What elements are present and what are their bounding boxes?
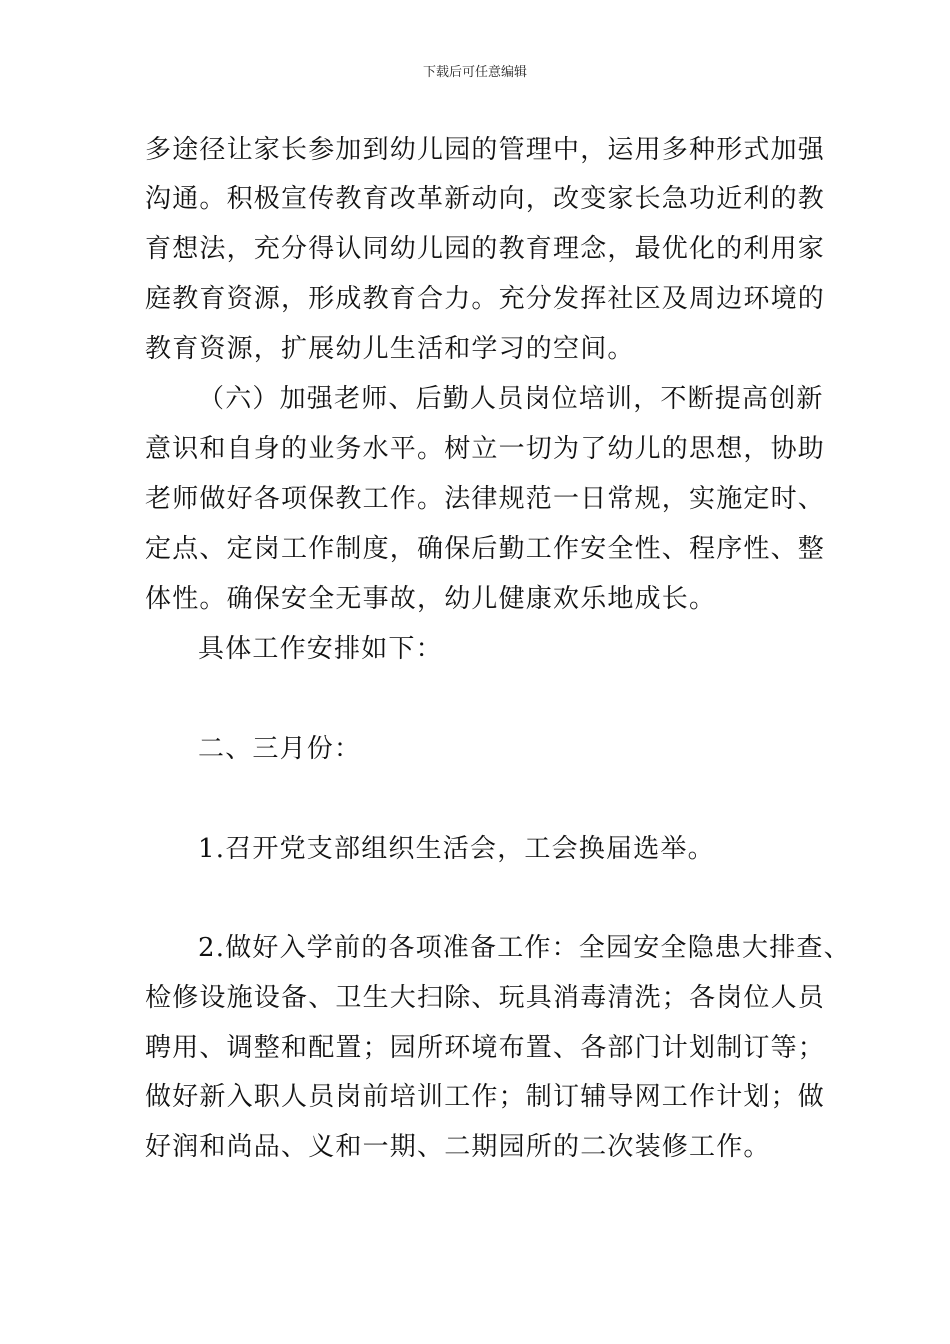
body-line: 育想法，充分得认同幼儿园的教育理念，最优化的利用家 [145, 234, 826, 264]
body-line: 教育资源，扩展幼儿生活和学习的空间。 [145, 334, 635, 364]
body-line: 聘用、调整和配置；园所环境布置、各部门计划制订等； [145, 1033, 826, 1063]
body-line: 做好新入职人员岗前培训工作；制订辅导网工作计划；做 [145, 1082, 826, 1112]
body-line: 具体工作安排如下： [198, 634, 443, 664]
page-header: 下载后可任意编辑 [422, 65, 527, 80]
list-item: 2.做好入学前的各项准备工作：全园安全隐患大排查、 [198, 933, 851, 963]
body-line: 意识和自身的业务水平。树立一切为了幼儿的思想，协助 [145, 434, 826, 464]
list-item: 1.召开党支部组织生活会，工会换届选举。 [198, 834, 715, 864]
body-line: 定点、定岗工作制度，确保后勤工作安全性、程序性、整 [145, 534, 826, 564]
body-line: 好润和尚品、义和一期、二期园所的二次装修工作。 [145, 1132, 771, 1162]
body-line: 检修设施设备、卫生大扫除、玩具消毒清洗；各岗位人员 [145, 983, 826, 1013]
body-line: 庭教育资源，形成教育合力。充分发挥社区及周边环境的 [145, 284, 826, 314]
section-heading: 二、三月份： [198, 734, 362, 764]
body-line: 多途径让家长参加到幼儿园的管理中，运用多种形式加强 [145, 135, 826, 165]
body-line: 沟通。积极宣传教育改革新动向，改变家长急功近利的教 [145, 184, 826, 214]
body-line: 老师做好各项保教工作。法律规范一日常规，实施定时、 [145, 484, 826, 514]
body-line: （六）加强老师、后勤人员岗位培训，不断提高创新 [198, 384, 824, 414]
body-line: 体性。确保安全无事故，幼儿健康欢乐地成长。 [145, 584, 717, 614]
